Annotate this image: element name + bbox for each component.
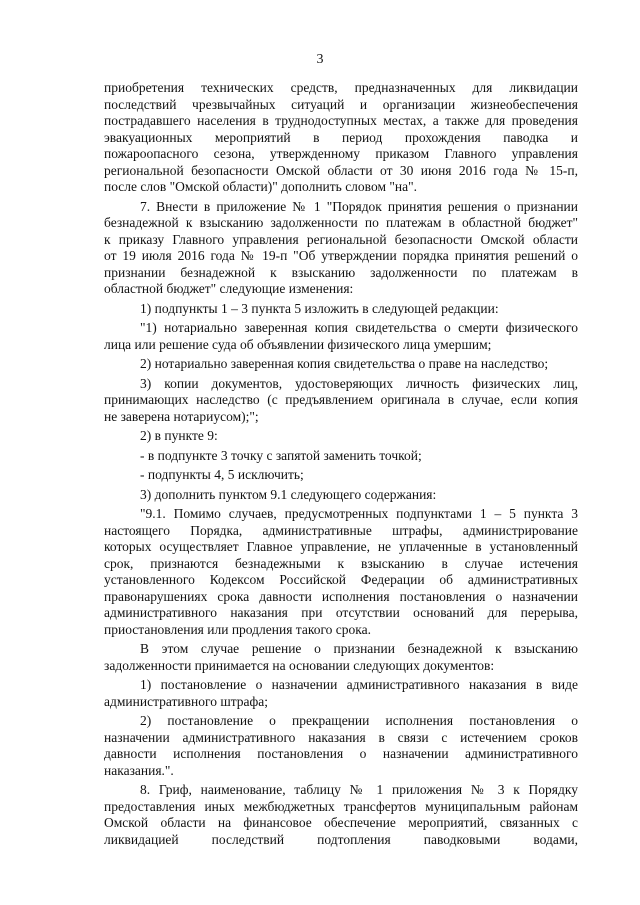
text-line: задолженности принимается на основании следующих документов:	[104, 657, 495, 673]
text-line: "9.1. Помимо случаев, предусмотренных подпунктами 1 – 5 пункта 3	[140, 506, 578, 521]
text-line: предоставления иных межбюджетных трансфертов муниципальным районам	[104, 798, 578, 814]
text-line: 7. Внести в приложение № 1 "Порядок принятия решения о признании	[140, 198, 578, 214]
text-line: признании безнадежной к взысканию задолженности по платежам в	[104, 264, 578, 280]
text-line: давности исполнения постановления о назначении административного	[104, 746, 578, 761]
text-line: назначении административного наказания в связи с истечением сроков	[104, 729, 578, 745]
text-line: которых осуществляет Главное управление, не уплаченные в установленный	[104, 539, 578, 554]
text-line: настоящего Порядка, административные штрафы, администрирование	[104, 522, 578, 538]
text-line: 2) нотариально заверенная копия свидетельства о праве на наследство;	[140, 356, 549, 371]
text-line: безнадежной к взысканию задолженности по платежам в областной бюджет"	[104, 215, 578, 230]
text-line: "1) нотариально заверенная копия свидетельства о смерти физического	[140, 320, 578, 335]
text-line: приостановления или продления такого срока.	[104, 621, 372, 637]
text-line: пожароопасного сезона, утвержденному приказом Главного управления	[104, 146, 578, 161]
text-line: В этом случае решение о признании безнадежной к взысканию	[140, 641, 578, 656]
text-line: принимающих наследство (с предъявлением оригинала в случае, если копия	[104, 392, 578, 407]
text-line: эвакуационных мероприятий в период прохождения паводка и	[104, 129, 578, 145]
text-line: 2) постановление о прекращении исполнения постановления о	[140, 713, 578, 728]
text-line: 3) дополнить пунктом 9.1 следующего содержания:	[140, 486, 437, 502]
text-line: срок, признаются безнадежными к взысканию в случае истечения	[104, 555, 578, 571]
document-body	[104, 80, 578, 848]
text-line: от 19 июля 2016 года № 19-п "Об утверждении порядка принятия решений о	[104, 248, 578, 263]
text-line: 1) постановление о назначении административного наказания в виде	[140, 677, 578, 692]
text-line: приобретения технических средств, предназначенных для ликвидации	[104, 80, 578, 95]
text-line: административного наказания при отсутствии оснований для перерыва,	[104, 605, 578, 620]
text-line: правонарушениях срока давности исполнения постановления о назначении	[104, 588, 578, 604]
text-line: наказания.".	[104, 762, 174, 778]
text-line: к приказу Главного управления региональной безопасности Омской области	[104, 231, 578, 247]
text-line: 1) подпункты 1 – 3 пункта 5 изложить в следующей редакции:	[140, 300, 499, 316]
text-line: - в подпункте 3 точку с запятой заменить точкой;	[140, 447, 422, 463]
text-line: 8. Гриф, наименование, таблицу № 1 приложения № 3 к Порядку	[140, 782, 578, 797]
text-line: - подпункты 4, 5 исключить;	[140, 467, 304, 482]
text-line: не заверена нотариусом);";	[104, 408, 259, 424]
text-line: 3) копии документов, удостоверяющих личность физических лиц,	[140, 375, 578, 391]
text-line: лица или решение суда об объявлении физического лица умершим;	[104, 336, 492, 352]
text-line: Омской области на финансовое обеспечение мероприятий, связанных с	[104, 815, 578, 830]
text-line: установленного Кодексом Российской Федерации об административных	[104, 572, 578, 587]
text-line: последствий чрезвычайных ситуаций и организации жизнеобеспечения	[104, 96, 578, 112]
text-line: региональной безопасности Омской области от 30 июня 2016 года № 15-п,	[104, 162, 578, 178]
text-line: после слов "Омской области)" дополнить словом "на".	[104, 179, 417, 194]
text-line: областной бюджет" следующие изменения:	[104, 281, 354, 296]
text-line: ликвидацией последствий подтопления паводковыми водами,	[104, 831, 578, 847]
page-number: 3	[316, 52, 324, 67]
text-line: 2) в пункте 9:	[140, 428, 218, 443]
text-line: пострадавшего населения в труднодоступных местах, а также для проведения	[104, 113, 578, 128]
text-line: административного штрафа;	[104, 693, 269, 709]
